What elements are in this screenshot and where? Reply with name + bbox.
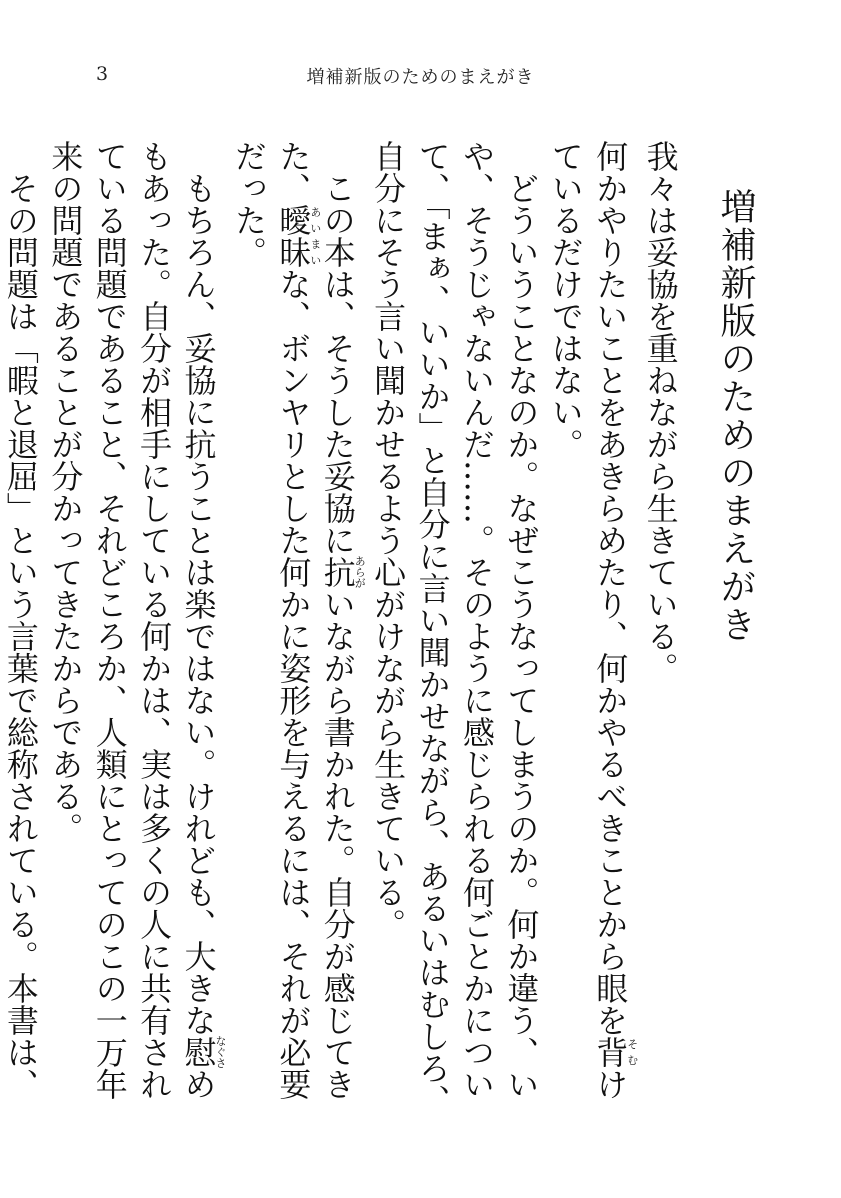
paragraph [638,140,682,1125]
text-run: 我々は妥協を重ねながら生きている。 [641,140,680,684]
paragraph [43,140,227,1125]
vertical-body-text [1,140,763,1125]
ruby-reading: そむ [625,1036,639,1068]
ruby-annotated-word [179,1035,228,1069]
paragraph [227,140,366,1125]
paragraph [0,140,43,1125]
ruby-annotated-word [274,204,322,268]
running-header-title: 増補新版のためのまえがき [306,67,535,88]
ruby-reading: あいまい [308,204,322,268]
text-run: この本は、そうした妥協に [318,172,357,556]
text-run: な、ボンヤリとした何かに姿形を与えるには、それが必要だった。 [229,140,313,1100]
text-run: いながら書かれた。自分が感じてきた、 [274,140,357,1100]
ruby-base: 抗 [318,555,357,589]
ruby-annotated-word [591,1036,639,1068]
text-run: どういうことなのか。なぜこうなってしまうのか。何か違う、いや、そうじゃないんだ……。そのように感じられる何ごとかについて、「まぁ、いいか」と自分に言い聞かせながら、あるいはむしろ、自分にそう言い聞かせるよう心がけながら生きている。 [369,140,541,1116]
ruby-base: 曖昧 [274,204,313,268]
text-run: けているだけではない。 [546,140,630,1100]
text-run: めもあった。自分が相手にしている何かは、実は多くの人に共有されている問題であること、それどころか、人類にとってのこの一万年来の問題であることが分かってきたからである。 [46,140,218,1100]
ruby-annotated-word [318,555,367,589]
chapter-title: 増補新版のためのまえがき [715,188,756,644]
ruby-reading: あらが [353,555,367,589]
paragraph [366,140,544,1125]
text-run: 何かやりたいことをあきらめたり、何かやるべきことから眼を [591,140,630,1036]
text-run: その問題は「暇と退屈」という言葉で総称されている。本書は、 [1,172,40,1100]
ruby-base: 慰 [179,1035,218,1069]
ruby-reading: なぐさ [214,1035,228,1069]
ruby-base: 背 [591,1036,630,1068]
text-run: もちろん、妥協に抗うことは楽ではない。けれども、大きな [179,172,218,1036]
paragraph [543,140,638,1125]
page-number: 3 [96,63,109,85]
